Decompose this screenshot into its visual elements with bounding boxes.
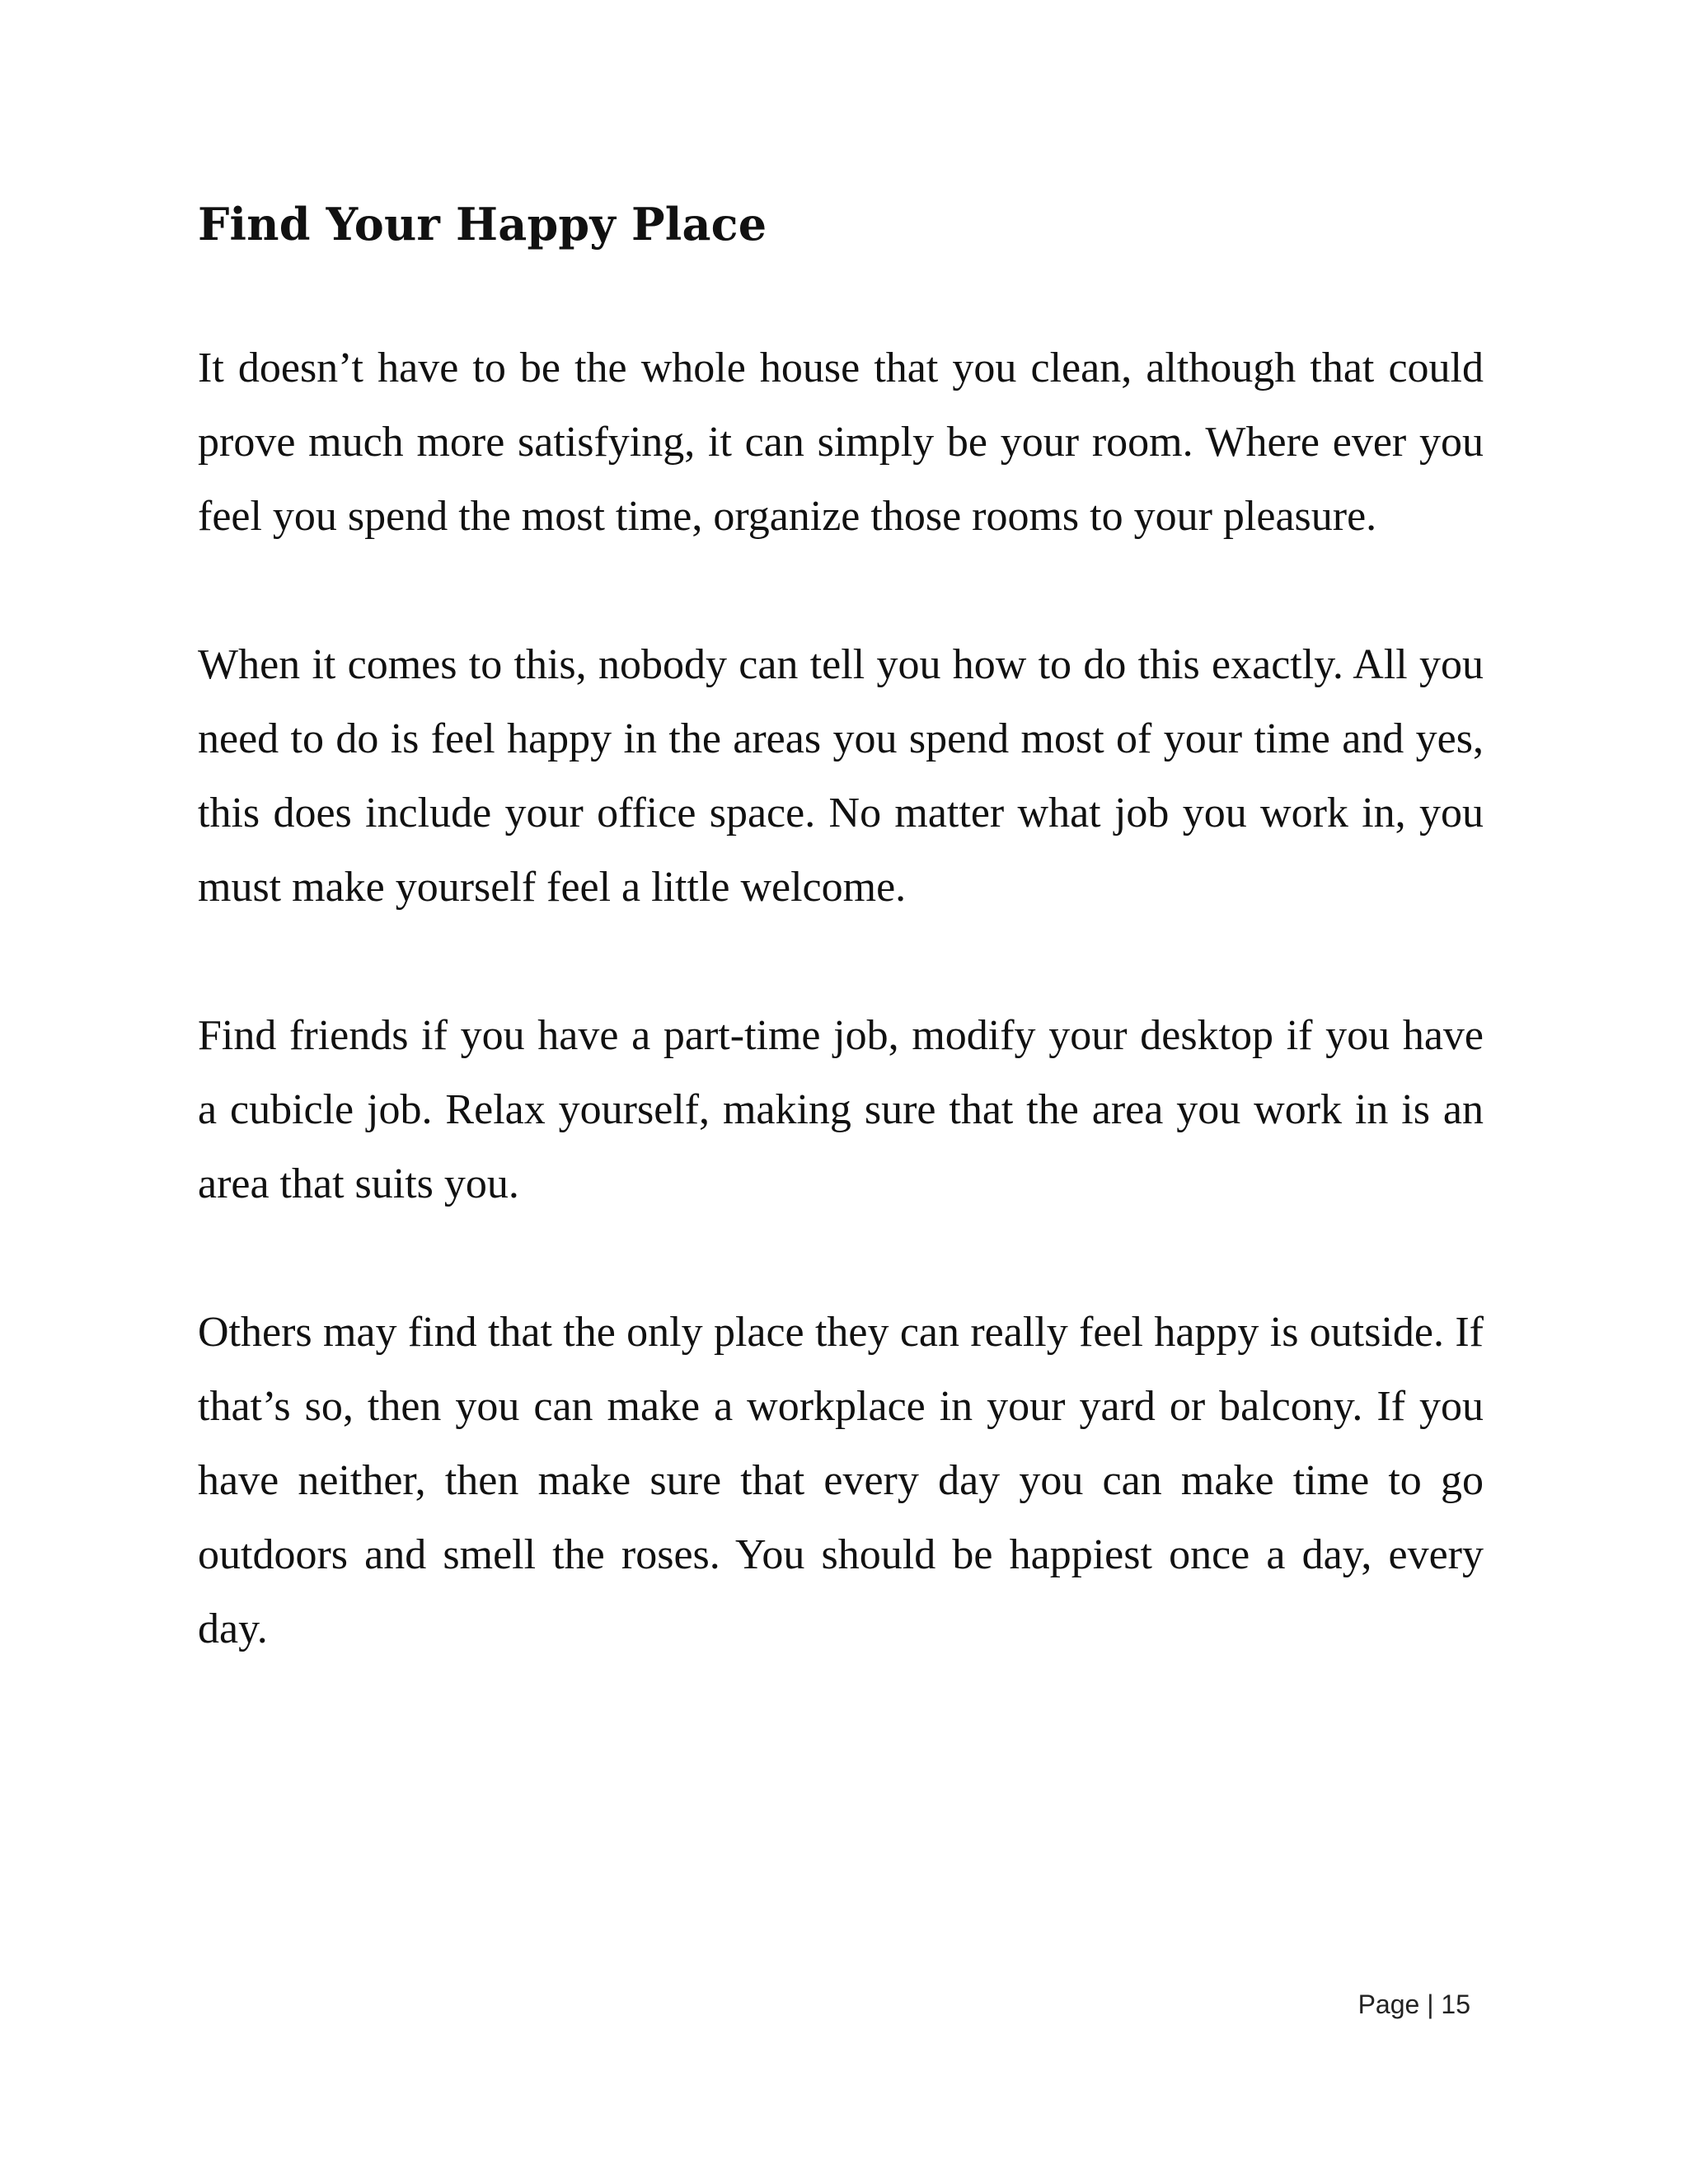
body-paragraph-2: When it comes to this, nobody can tell you how to do this exactly. All you need to do is feel happy in the areas you spend most of your time and yes, this does include your office space. No matter what job you work in, you must make yourself feel a little welcome.: [198, 641, 1484, 911]
body-paragraph-4: Others may find that the only place they can really feel happy is outside. If that’s so, then you can make a workplace in your yard or balcony. If you have neither, then make sure that every day you can make time to go outdoors and smell the roses. You should be happiest once a day, every day.: [198, 1309, 1484, 1652]
section-heading: Find Your Happy Place: [198, 198, 767, 251]
body-paragraph-1: It doesn’t have to be the whole house that you clean, although that could prove much more satisfying, it can simply be your room. Where ever you feel you spend the most time, organize those rooms to your pleasure.: [198, 344, 1484, 540]
body-paragraph-3: Find friends if you have a part-time job, modify your desktop if you have a cubicle job. Relax yourself, making sure that the area you work in is an area that suits you.: [198, 1012, 1484, 1207]
page-number-footer: Page | 15: [1357, 1990, 1470, 2019]
page-content: [198, 191, 1484, 1666]
